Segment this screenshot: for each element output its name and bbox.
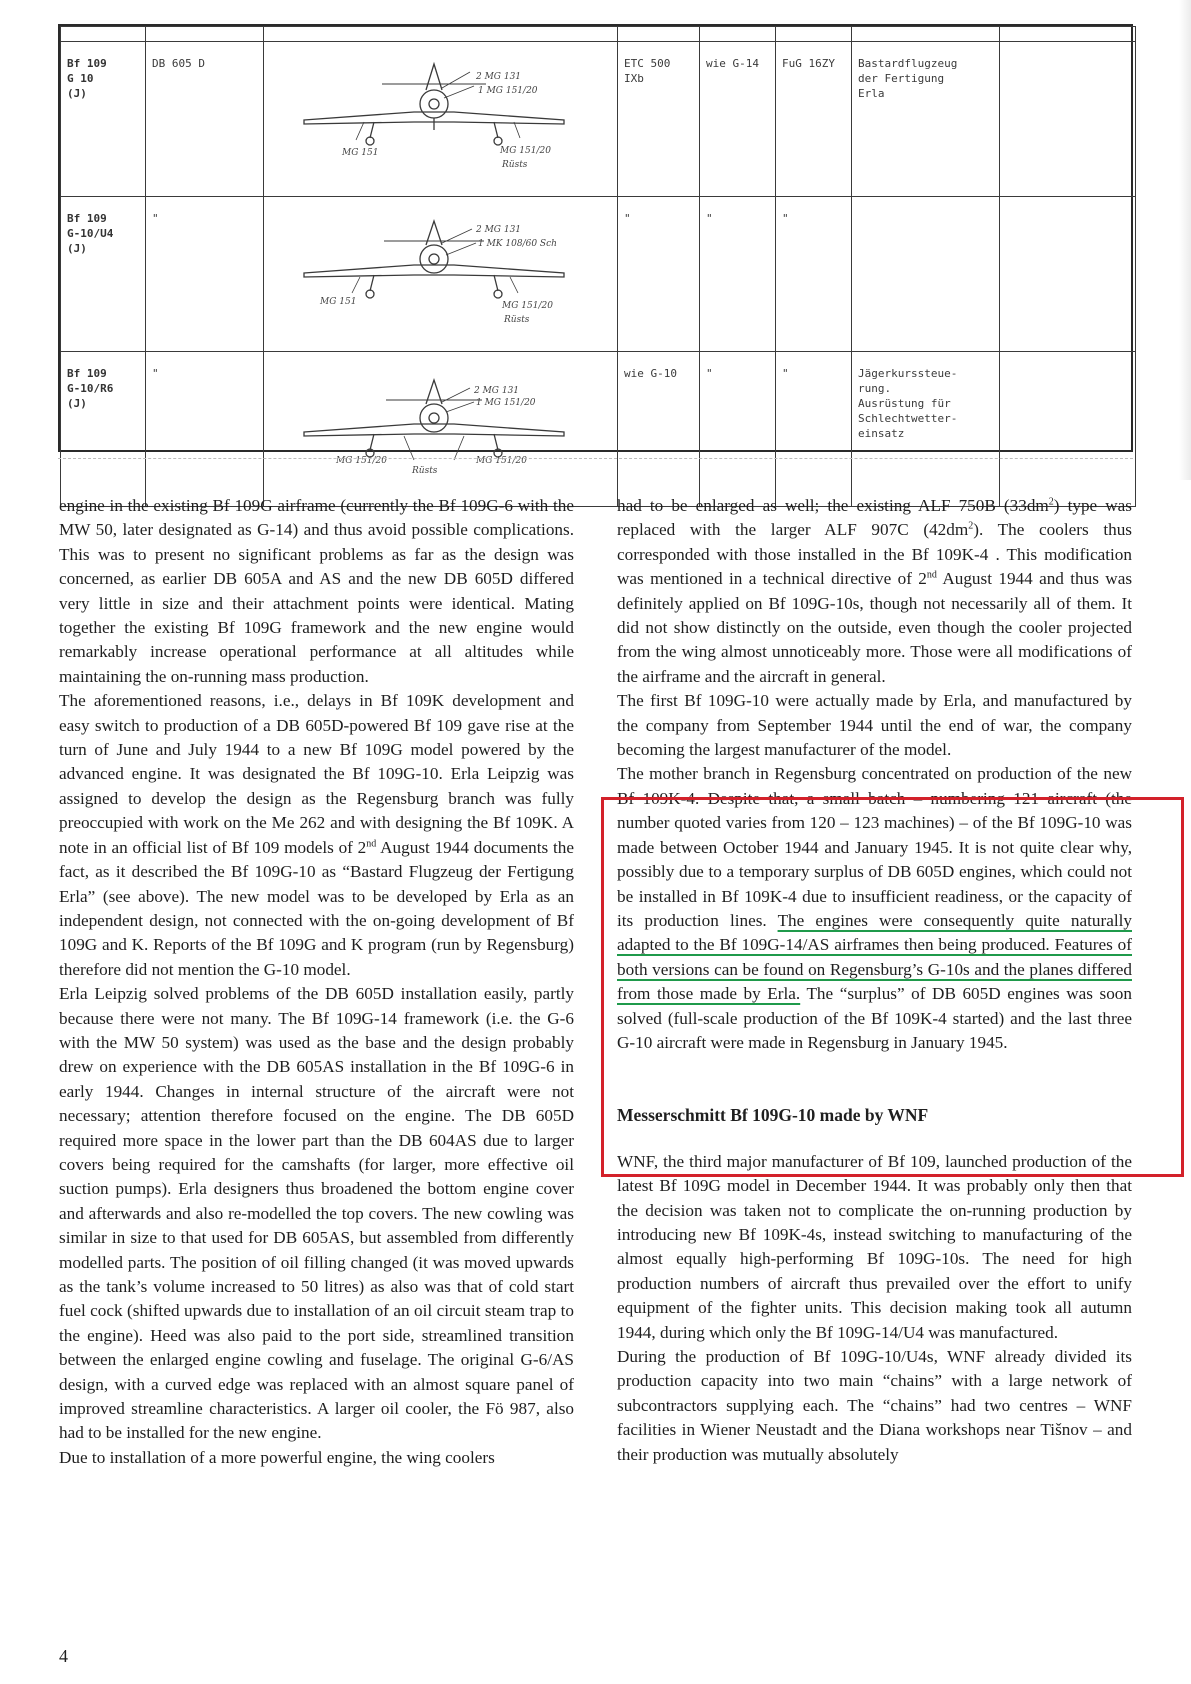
page-number: 4 [59,1646,68,1666]
aircraft-sketch [264,352,618,507]
bomb-rack: " [624,212,631,225]
weapon-label: Rüsts [502,160,528,170]
weapon-label: 2 MG 131 [476,225,522,235]
weapon-label: MG 151 [342,148,379,158]
paragraph: The aforementioned reasons, i.e., delays in Bf 109K development and easy switch to production of a DB 605D-powered Bf 109 gave rise at the turn of June and July 1944 to a new Bf 109G model powered by the advanced engine. It was designated the Bf 109G-10. Erla Leipzig was assigned to develop the design as the Regensburg branch was fully preoccupied with work on the Me 262 and with designing the Bf 109K. A note in an official list of Bf 109 models of 2nd August 1944 documents the fact, as it described the Bf 109G-10 as “Bastard Flugzeug der Fertigung Erla” (see above). The new model was to be developed by Erla as an independent design, not connected with the on-going development of Bf 109G and K. Reports of the Bf 109G and K program (run by Regensburg) therefore did not mention the G-10 model. [59,691,574,979]
remark: Jägerkurssteue- rung. Ausrüstung für Schlechtwetter- einsatz [858,367,958,440]
weapon-label: MG 151/20 [500,146,551,156]
highlighted-paragraph: The mother branch in Regensburg concentrated on production of the new Bf 109K-4. Despite that, a small batch – numbering 121 aircraft (the number quoted varies from 120 – 123 machines) – of the Bf 109G-10 was made between October 1944 and January 1945. It is not quite clear why, possibly due to a temporary surplus of DB 605D engines, which could not be installed in Bf 109K-4 due to insufficient readiness, or the capacity of its production lines. The engines were consequently quite naturally adapted to the Bf 109G-14/AS airframes then being produced. Features of both versions can be found on Regensburg’s G-10s and the planes differed from those made by Erla. The “surplus” of DB 605D engines was soon solved (full-scale production of the Bf 109K-4 started) and the last three G-10 aircraft were made in Regensburg in January 1945. [617,764,1132,1052]
radio-gear: FuG 16ZY [782,57,835,70]
model-name: Bf 109 G 10 (J) [67,57,107,100]
engine-type: " [152,212,159,225]
model-name: Bf 109 G-10/U4 (J) [67,212,114,255]
paragraph: engine in the existing Bf 109G airframe (currently the Bf 109G-6 with the MW 50, later designated as G-14) and thus avoid possible complications. This was to present no significant problems as far as the design was concerned, as earlier DB 605A and AS and the new DB 605D differed very little in size and their attachment points were identical. Mating together the existing Bf 109G framework and the new engine would remarkably increase operational performance at all altitudes while maintaining the on-running mass production. [59,496,574,686]
weapon-label: 1 MG 151/20 [478,86,538,96]
drop-tank: " [706,212,713,225]
drop-tank: wie G-14 [706,57,759,70]
section-heading: Messerschmitt Bf 109G-10 made by WNF [617,1105,929,1126]
weapon-label: 2 MG 131 [476,72,522,82]
underlined-text: The engines were consequently quite naturally adapted to the Bf 109G-14/AS airframes then being produced. Features of both versions can be found on Regensburg’s G-10s and the planes differed from those made by Erla. [617,910,1132,1004]
left-text-column [59,494,574,1470]
weapon-label: Rüsts [504,315,530,325]
drop-tank: " [706,367,713,380]
paragraph: During the production of Bf 109G-10/U4s, WNF already divided its production capacity into two main “chains” with a large network of subcontractors supplying each. The “chains” had two centres – WNF facilities in Wiener Neustadt and the Diana workshops near Tišnov – and their production was mutually absolutely [617,1347,1132,1464]
table-row [61,42,1136,197]
weapon-label: 1 MG 151/20 [476,398,536,408]
engine-type: DB 605 D [152,57,205,70]
paragraph: Due to installation of a more powerful engine, the wing coolers [59,1447,495,1467]
engine-type: " [152,367,159,380]
highlight-box [601,797,1184,1177]
bomb-rack: ETC 500 IXb [624,57,671,85]
weapon-label: MG 151 [320,297,357,307]
model-name: Bf 109 G-10/R6 (J) [67,367,114,410]
scanned-spec-table [58,24,1133,476]
bomb-rack: wie G-10 [624,367,677,380]
scan-divider [58,458,1133,463]
weapon-label: MG 151/20 [502,301,553,311]
table-row [61,352,1136,507]
weapon-label: MG 151/20 [336,456,387,466]
weapon-label: 1 MK 108/60 Sch [478,239,557,249]
radio-gear: " [782,212,789,225]
aircraft-sketch [264,42,618,197]
weapon-label: MG 151/20 [476,456,527,466]
weapon-label: Rüsts [412,466,438,476]
paragraph: had to be enlarged as well; the existing ALF 750B $(33dm^2)$ type was replaced with the larger ALF 907C $(42dm^2)$. The coolers thus corresponded with those installed in the Bf 109K-4 . This modification was mentioned in a technical directive of 2nd August 1944 and thus was definitely applied on Bf 109G-10s, though not necessarily all of them. It did not show distinctly on the outside, even though the cooler projected from the wing almost unnoticeably more. Those were all modifications of the airframe and the aircraft in general. [617,496,1133,686]
remark: Bastardflugzeug der Fertigung Erla [858,57,958,100]
table-row [61,197,1136,352]
paragraph: The first Bf 109G-10 were actually made by Erla, and manufactured by the company from September 1944 until the end of war, the company becoming the largest manufacturer of the model. [617,691,1132,760]
aircraft-sketch [264,197,618,352]
paragraph: Erla Leipzig solved problems of the DB 605D installation easily, partly because there were not many. The Bf 109G-14 framework (i.e. the G-6 with the MW 50 system) was used as the base and the design probably drew on experience with the DB 605AS installation in the Bf 109G-6 in early 1944. Changes in internal structure of the aircraft were not necessary; attention therefore focused on the engine. The DB 605D required more space in the lower part than the DB 604AS due to larger covers being required for the camshafts (for larger, more effective oil suction pumps). Erla designers thus broadened the bottom engine cover and afterwards and also re-modelled the top covers. The new cowling was similar in size to that used for DB 605AS, but assembled from differently modelled parts. The position of oil filling changed (it was moved upwards as the tank’s volume increased to 50 litres) as also was that of cold start fuel cock (shifted upwards due to installation of an oil circuit steam trap to the engine). Heed was also paid to the port side, streamlined transition between the enlarged engine cowling and fuselage. The original G-6/AS design, with a curved edge was replaced with an almost square panel of improved streamline characteristics. A larger oil cooler, the Fö 987, also had to be installed for the new engine. [59,984,574,1443]
radio-gear: " [782,367,789,380]
paragraph: WNF, the third major manufacturer of Bf 109, launched production of the latest Bf 109G model in December 1944. It was probably only then that the decision was taken not to complicate the on-running production by introducing new Bf 109K-4s, instead switching to manufacturing of the almost equally high-performing Bf 109G-10s. The need for high production numbers of aircraft thus prevailed over the effort to unify equipment of the fighter units. This decision making took all autumn 1944, during which only the Bf 109G-14/U4 was manufactured. [617,1151,1132,1342]
scan-edge [1179,0,1191,480]
weapon-label: 2 MG 131 [474,386,520,396]
